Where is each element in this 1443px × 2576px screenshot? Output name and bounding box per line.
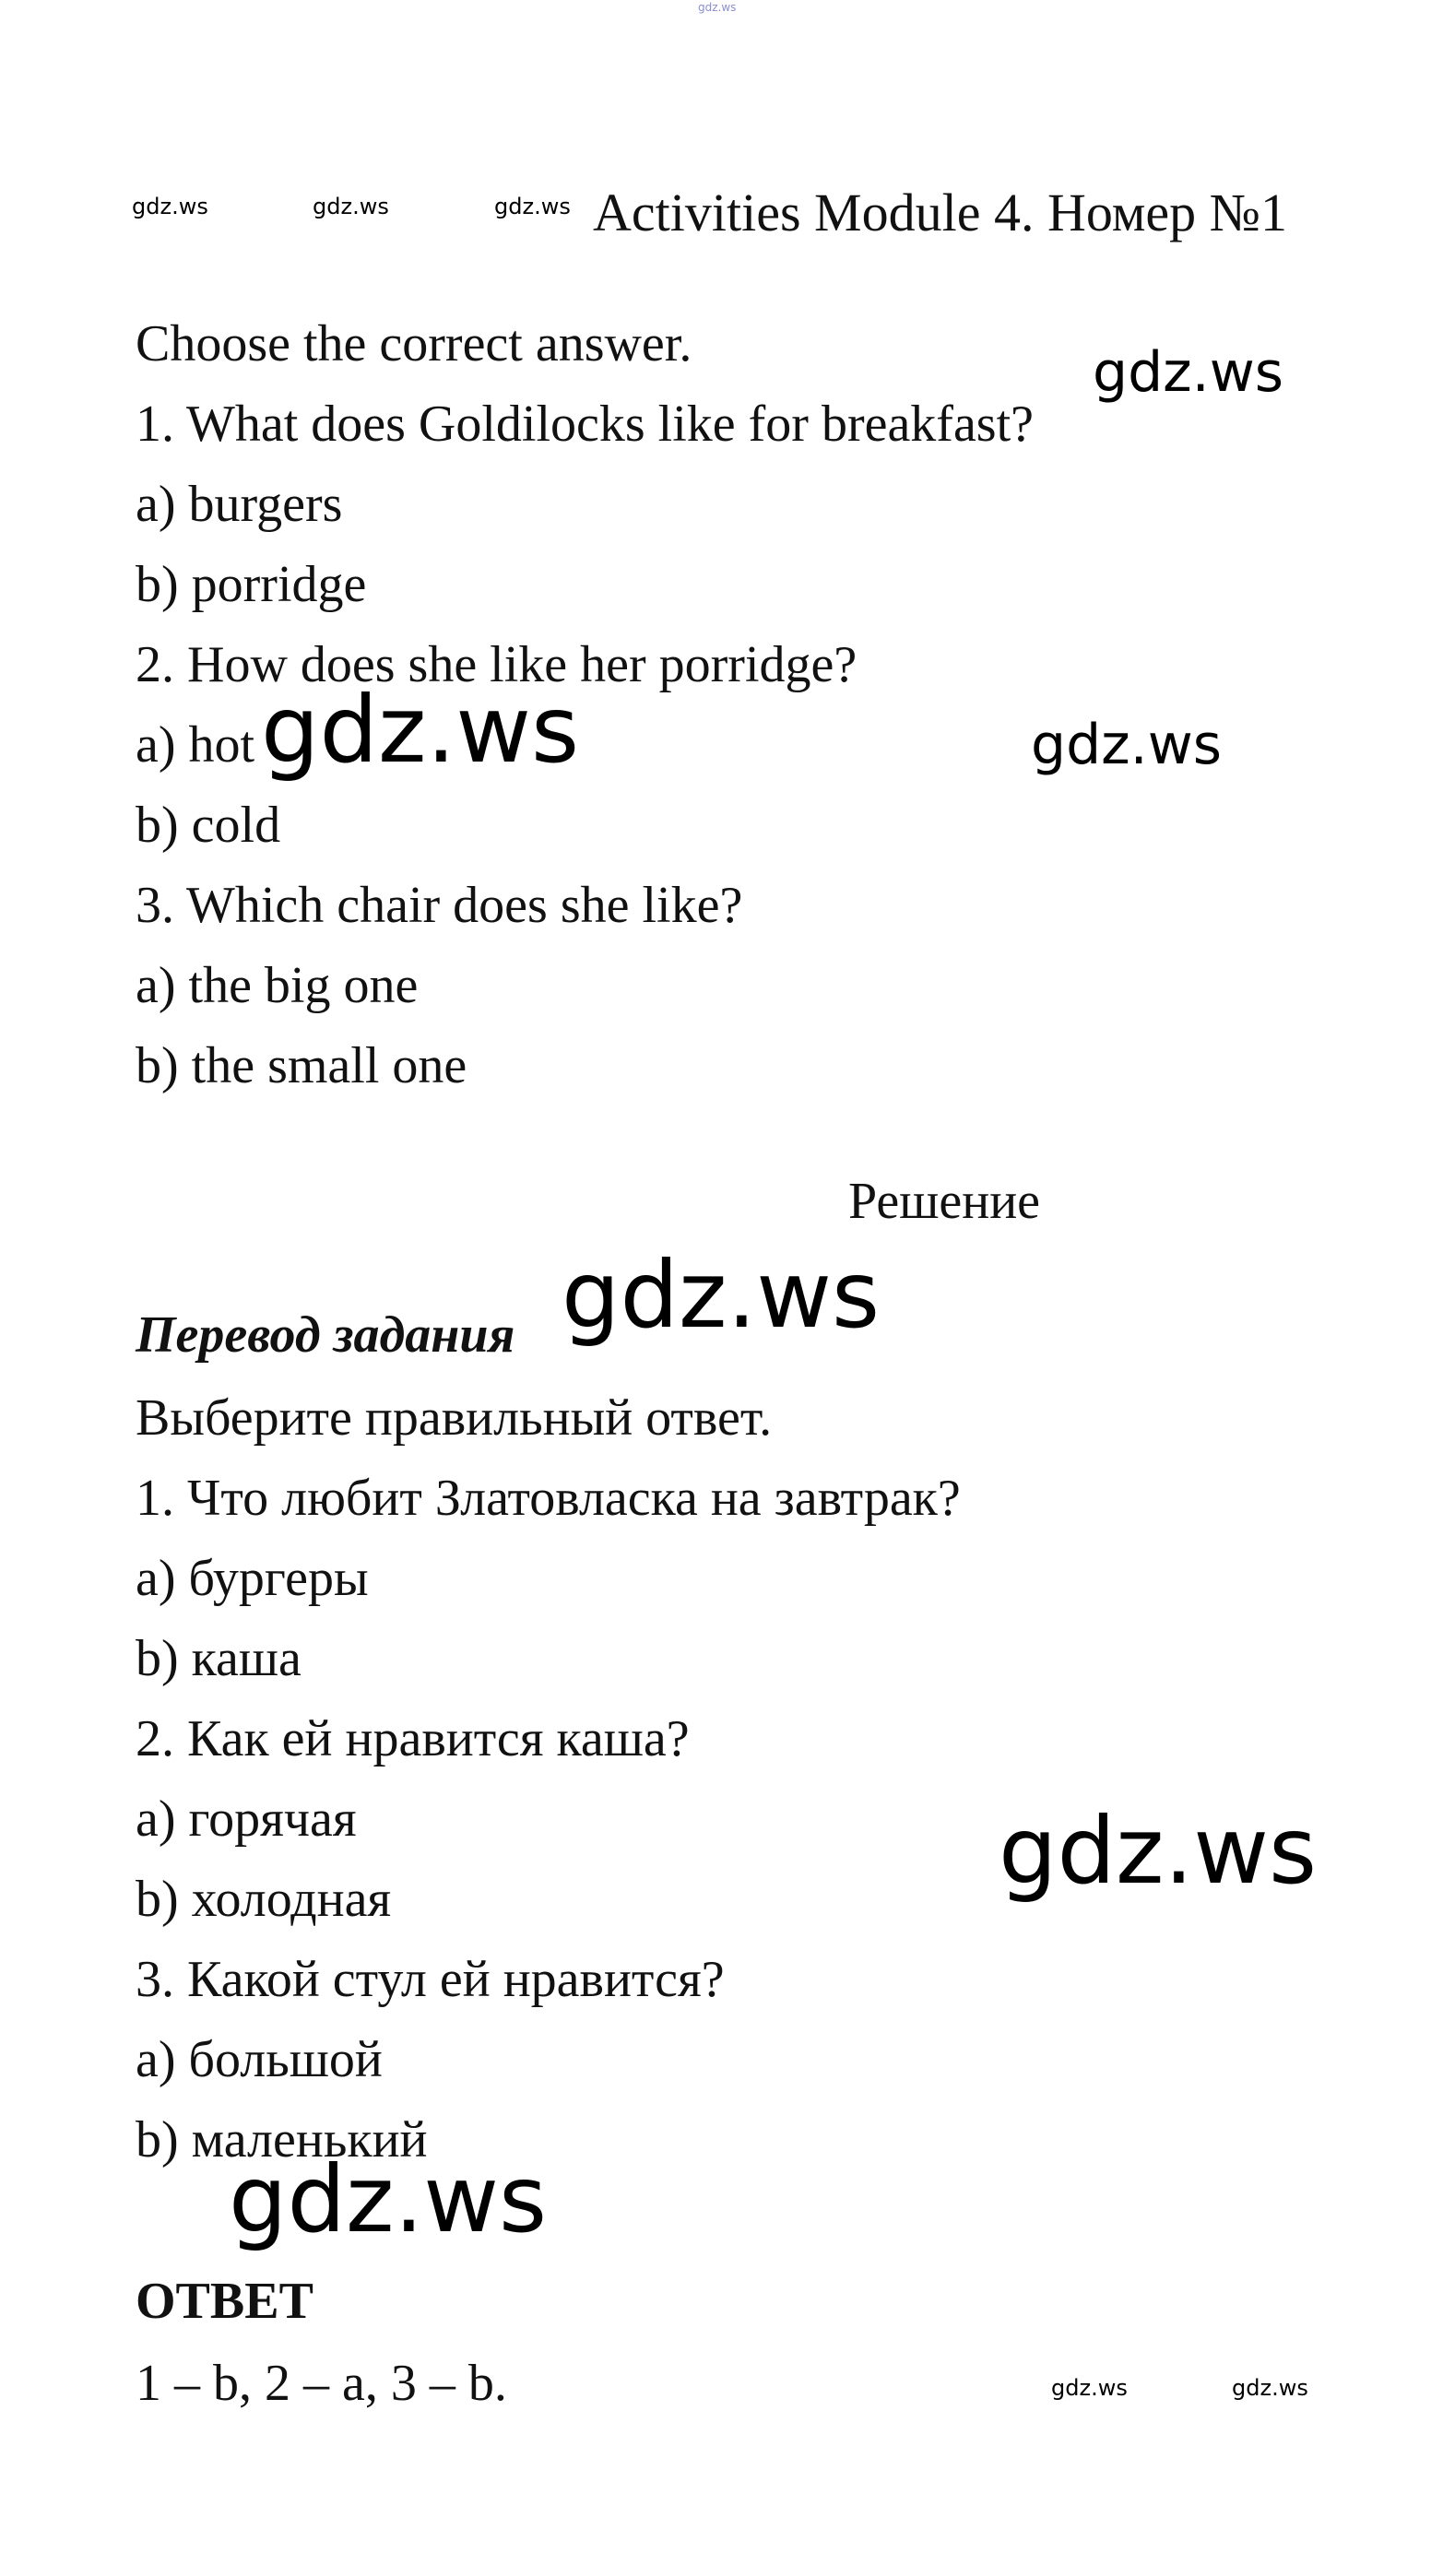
translation-line: 2. Как ей нравится каша? xyxy=(136,1710,690,1767)
answer-text: 1 – b, 2 – a, 3 – b. xyxy=(136,2355,507,2412)
translation-line: b) каша xyxy=(136,1630,302,1687)
translation-line: a) большой xyxy=(136,2031,383,2088)
watermark-left-lower: gdz.ws xyxy=(229,2145,548,2253)
translation-line: 3. Какой стул ей нравится? xyxy=(136,1951,725,2008)
task-line: 3. Which chair does she like? xyxy=(136,877,743,934)
answer-heading: ОТВЕТ xyxy=(136,2273,313,2330)
translation-line: a) горячая xyxy=(136,1790,357,1848)
watermark-right-lower: gdz.ws xyxy=(999,1797,1318,1905)
task-instruction: Choose the correct answer. xyxy=(136,315,692,372)
translation-heading: Перевод задания xyxy=(136,1306,515,1364)
task-line: a) burgers xyxy=(136,476,343,533)
watermark-left-mid: gdz.ws xyxy=(261,676,580,784)
task-line: 1. What does Goldilocks like for breakfast? xyxy=(136,396,1035,453)
task-line: b) the small one xyxy=(136,1037,467,1094)
watermark-right-top: gdz.ws xyxy=(1093,340,1284,405)
translation-line: b) маленький xyxy=(136,2111,428,2168)
watermark-top: gdz.ws xyxy=(698,1,737,14)
translation-line: b) холодная xyxy=(136,1871,392,1928)
watermark-right-mid: gdz.ws xyxy=(1031,713,1223,777)
watermark-bottom-1: gdz.ws xyxy=(1051,2375,1128,2401)
task-line: 2. How does she like her porridge? xyxy=(136,636,858,693)
watermark-bottom-2: gdz.ws xyxy=(1232,2375,1308,2401)
translation-line: 1. Что любит Златовласка на завтрак? xyxy=(136,1470,961,1527)
translation-line: a) бургеры xyxy=(136,1550,369,1607)
task-line: a) the big one xyxy=(136,957,419,1014)
task-line: b) porridge xyxy=(136,556,367,613)
watermark-header-3: gdz.ws xyxy=(494,194,571,219)
translation-instruction: Выберите правильный ответ. xyxy=(136,1389,773,1447)
watermark-header-1: gdz.ws xyxy=(132,194,208,219)
page-title: Activities Module 4. Номер №1 xyxy=(593,183,1288,242)
task-line: b) cold xyxy=(136,797,281,854)
solution-heading: Решение xyxy=(848,1173,1041,1230)
watermark-center: gdz.ws xyxy=(562,1241,881,1349)
watermark-header-2: gdz.ws xyxy=(313,194,389,219)
task-line: a) hot xyxy=(136,716,255,774)
